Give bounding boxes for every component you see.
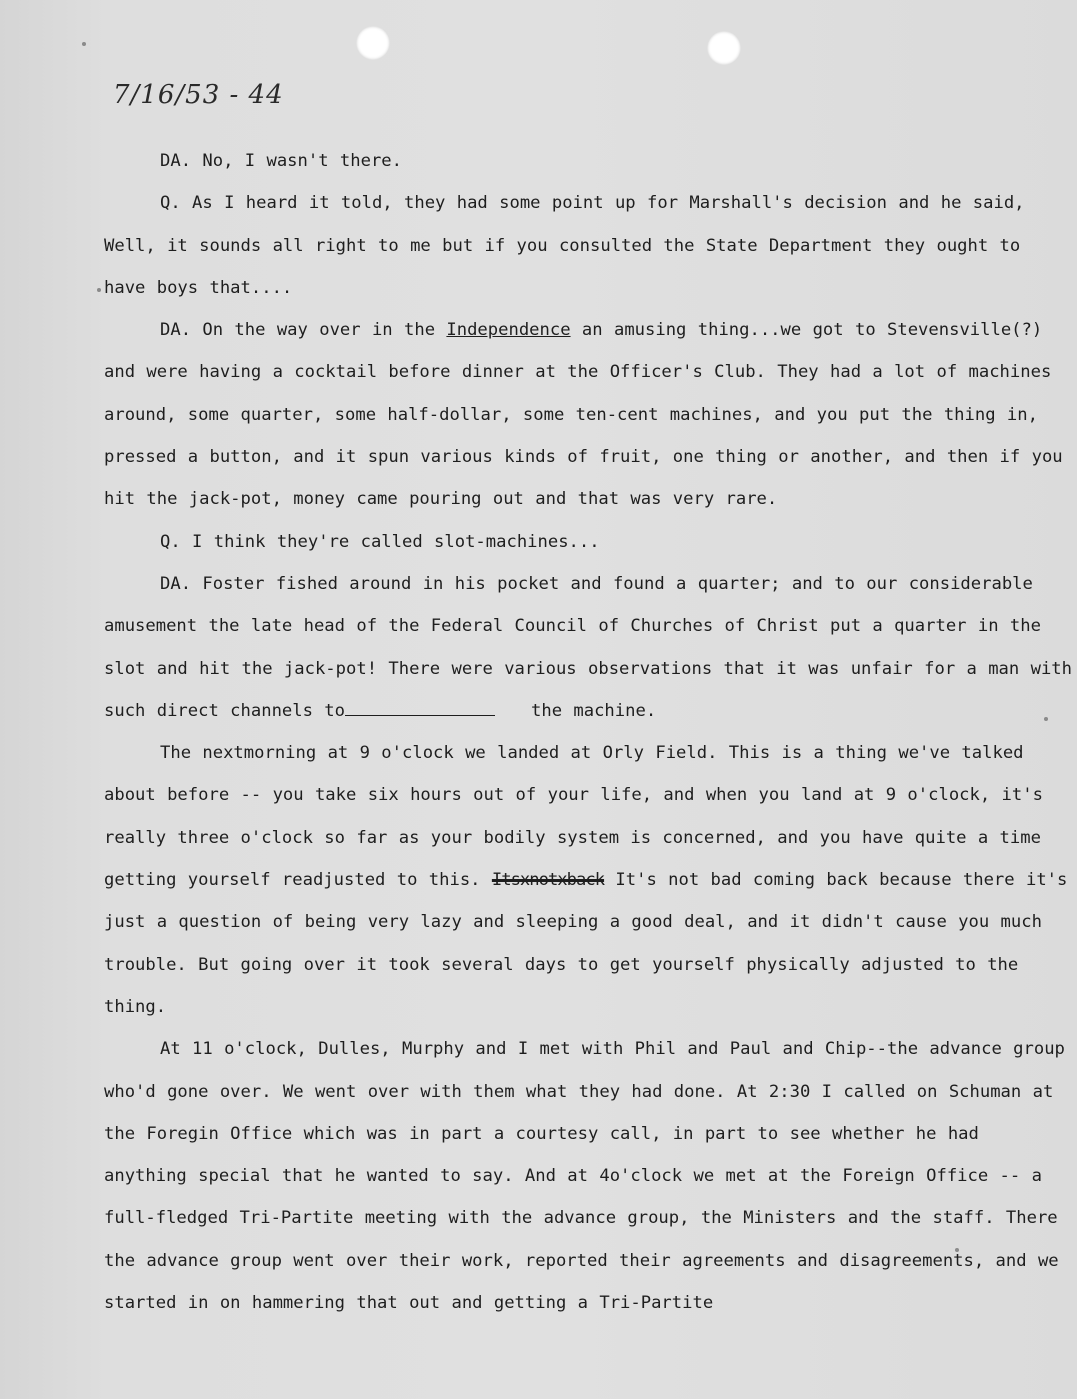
paper-speck <box>82 42 86 46</box>
paragraph-5 <box>104 563 1072 732</box>
punch-hole-left <box>356 26 390 60</box>
page-header-date: 7/16/53 - 44 <box>113 80 284 110</box>
punch-hole-right <box>707 31 741 65</box>
paragraph-6 <box>104 732 1072 1028</box>
paragraph-4: Q. I think they're called slot-machines... <box>160 531 600 552</box>
paragraph-3-rest: an amusing thing...we got to Stevensville(?) and were having a cocktail before dinner at the Officer's Club. They had a lot of machines around, some quarter, some half-dollar, some ten-cent machines, and you put the thing in, pressed a button, and it spun various kinds of fruit, one thing or another, and then if you hit the jack-pot, money came pouring out and that was very rare. <box>104 320 1063 510</box>
paragraph-6-rest: It's not bad coming back because there it's just a question of being very lazy and sleeping a good deal, and it didn't cause you much trouble. But going over it took several days to get yourself physically adjusted to the thing. <box>104 870 1068 1017</box>
paragraph-7: At 11 o'clock, Dulles, Murphy and I met with Phil and Paul and Chip--the advance group who'd gone over. We went over with them what they had done. At 2:30 I called on Schuman at the Foregin Office which was in part a courtesy call, in part to see whether he had anything special that he wanted to say. And at 4o'clock we met at the Foreign Office -- a full-fledged Tri-Partite meeting with the advance group, the Ministers and the staff. There the advance group went over their work, reported their agreements and disagreements, and we started in on hammering that out and getting a Tri-Partite <box>104 1039 1065 1314</box>
struck-out-text: Itsxnotxback <box>491 870 605 891</box>
paragraph-1: DA. No, I wasn't there. <box>160 151 402 171</box>
paragraph-6-start: The nextmorning at 9 o'clock we landed at Orly Field. This is a thing we've talked about before -- you take six hours out of your life, and when you land at 9 o'clock, it's really three o'clock so far as your bodily system is concerned, and you have quite a time getting yourself readjusted to this. <box>104 743 1043 891</box>
transcript-body <box>104 140 1072 1324</box>
paper-speck <box>97 288 101 292</box>
paragraph-5-end: the machine. <box>531 700 657 721</box>
paragraph-3 <box>104 309 1072 520</box>
paragraph-3-start: DA. On the way over in the <box>160 320 447 341</box>
paragraph-5-start: DA. Foster fished around in his pocket and found a quarter; and to our considerable amusement the late head of the Federal Council of Churches of Christ put a quarter in the slot and hit the jack-pot! There were various observations that it was unfair for a man with such direct channels to <box>104 573 1072 721</box>
blank-line <box>345 697 495 716</box>
underlined-ship-name: Independence <box>446 320 571 341</box>
paragraph-2: Q. As I heard it told, they had some point up for Marshall's decision and he said, Well, it sounds all right to me but if you consulted the State Department they ought to have boys that.... <box>104 193 1025 298</box>
